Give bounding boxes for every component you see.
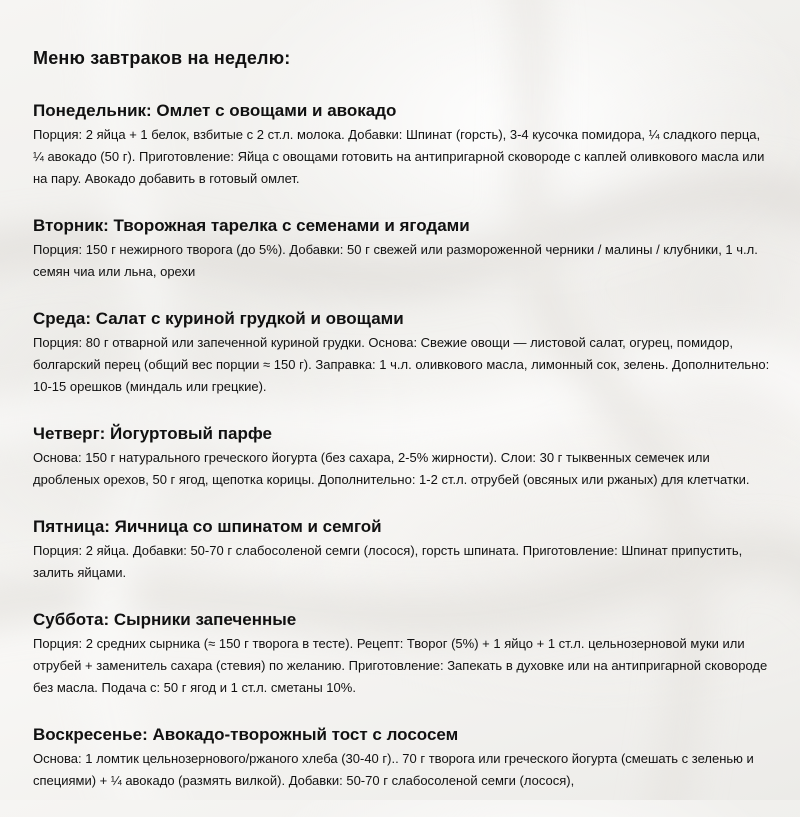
day-description: Порция: 150 г нежирного творога (до 5%). Добавки: 50 г свежей или размороженной черники / малины / клубники, 1 ч.л. семян чиа или льна, орехи	[33, 242, 758, 279]
day-heading: Четверг: Йогуртовый парфе	[33, 424, 272, 443]
page-title: Меню завтраков на неделю:	[33, 48, 291, 68]
day-description: Основа: 150 г натурального греческого йогурта (без сахара, 2-5% жирности). Слои: 30 г тыквенных семечек или дробленых орехов, 50 г ягод, щепотка корицы. Дополнительно: 1-2 ст.л. отрубей (овсяных или ржаных) для клетчатки.	[33, 450, 750, 487]
day-section-thursday	[33, 423, 773, 491]
day-description: Порция: 2 средних сырника (≈ 150 г творога в тесте). Рецепт: Творог (5%) + 1 яйцо + 1 ст.л. цельнозерновой муки или отрубей + заменитель сахара (стевия) по желанию. Приготовление: Запекать в духовке или на антипригарной сковороде без масла. Подача с: 50 г ягод и 1 ст.л. сметаны 10%.	[33, 636, 768, 695]
day-description: Порция: 80 г отварной или запеченной куриной грудки. Основа: Свежие овощи — листовой салат, огурец, помидор, болгарский перец (общий вес порции ≈ 150 г). Заправка: 1 ч.л. оливкового масла, лимонный сок, зелень. Дополнительно: 10-15 орешков (миндаль или грецкие).	[33, 335, 770, 394]
day-heading: Воскресенье: Авокадо-творожный тост с лососем	[33, 725, 459, 744]
day-section-tuesday	[33, 215, 773, 283]
day-section-sunday	[33, 724, 773, 792]
day-heading: Среда: Салат с куриной грудкой и овощами	[33, 309, 404, 328]
day-heading: Пятница: Яичница со шпинатом и семгой	[33, 517, 382, 536]
day-section-friday	[33, 516, 773, 584]
day-description: Порция: 2 яйца + 1 белок, взбитые с 2 ст.л. молока. Добавки: Шпинат (горсть), 3-4 кусочка помидора, ¼ сладкого перца, ¼ авокадо (50 г). Приготовление: Яйца с овощами готовить на антипригарной сковороде с каплей оливкового масла или на пару. Авокадо добавить в готовый омлет.	[33, 127, 765, 186]
day-section-monday	[33, 100, 773, 190]
day-description: Основа: 1 ломтик цельнозернового/ржаного хлеба (30-40 г).. 70 г творога или греческого йогурта (смешать с зеленью и специями) + ¼ авокадо (размять вилкой). Добавки: 50-70 г слабосоленой семги (лосося),	[33, 751, 754, 788]
day-heading: Вторник: Творожная тарелка с семенами и ягодами	[33, 216, 470, 235]
day-section-wednesday	[33, 308, 773, 398]
day-section-saturday	[33, 609, 773, 699]
day-heading: Понедельник: Омлет с овощами и авокадо	[33, 101, 397, 120]
day-description: Порция: 2 яйца. Добавки: 50-70 г слабосоленой семги (лосося), горсть шпината. Приготовление: Шпинат припустить, залить яйцами.	[33, 543, 743, 580]
day-heading: Суббота: Сырники запеченные	[33, 610, 297, 629]
menu-document	[33, 48, 773, 817]
